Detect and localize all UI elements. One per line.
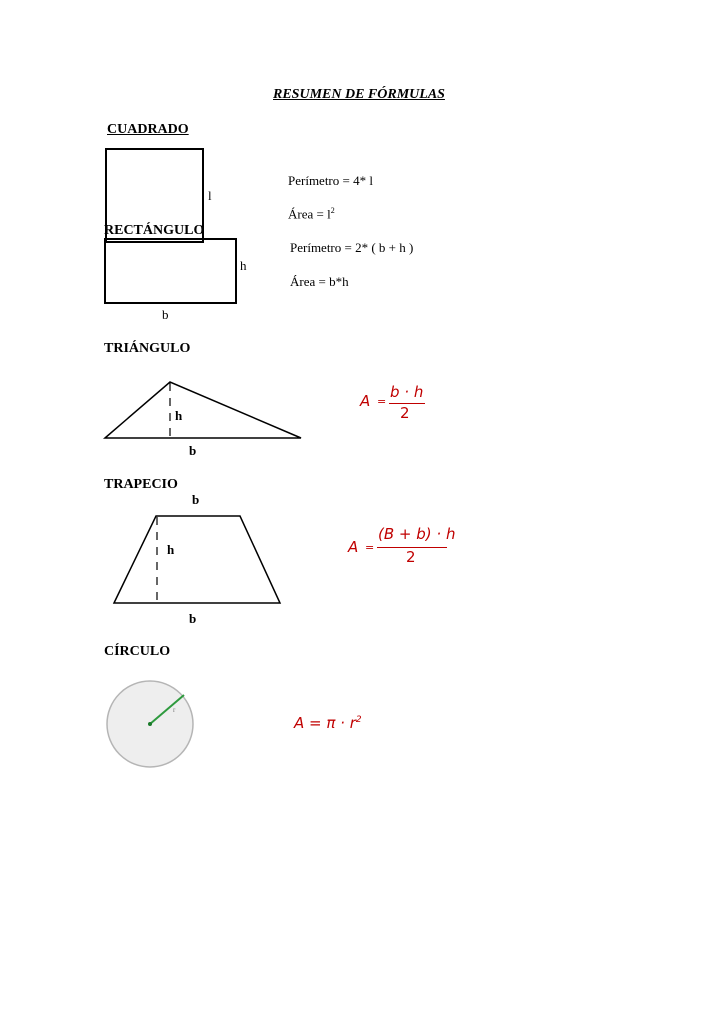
rectangle-perimeter: Perímetro = 2* ( b + h ) [290, 240, 414, 255]
trapezoid-top-label: b [192, 492, 200, 507]
triangle-formula-denominator: 2 [400, 404, 410, 422]
trapezoid-formula-paren: (B + b) [378, 525, 432, 543]
heading-trapecio: TRAPECIO [104, 477, 178, 492]
triangle-base-label: b [189, 443, 197, 458]
trapezoid-formula-eq: = [365, 541, 375, 554]
square-area [288, 206, 335, 222]
triangle-height-label: h [175, 408, 183, 423]
rectangle-base-label: b [162, 307, 169, 322]
square-area-exponent: 2 [330, 206, 335, 215]
trapezoid-formula-denominator: 2 [406, 548, 416, 566]
circle-formula [294, 714, 362, 732]
heading-rectangulo: RECTÁNGULO [104, 223, 205, 238]
triangle-shape [105, 382, 301, 438]
circle-formula-exponent: 2 [355, 715, 362, 725]
circle-radius-label: r [173, 706, 176, 714]
triangle-formula-lhs: A [360, 392, 371, 410]
square-shape [106, 149, 203, 242]
trapezoid-shape [114, 516, 280, 603]
rectangle-area: Área = b*h [290, 274, 349, 289]
trapezoid-formula-lhs: A [348, 538, 359, 556]
triangle-formula-eq: = [377, 395, 387, 408]
heading-circulo: CÍRCULO [104, 644, 171, 659]
heading-triangulo: TRIÁNGULO [104, 341, 191, 356]
trapezoid-formula-numerator [378, 525, 455, 543]
rectangle-height-label: h [240, 258, 247, 273]
trapezoid-height-label: h [167, 542, 175, 557]
page-title: RESUMEN DE FÓRMULAS [273, 87, 445, 102]
square-area-base: Área = l [288, 206, 331, 222]
circle-center-dot [148, 722, 152, 726]
circle-formula-text: A = π · r [294, 714, 356, 732]
square-side-label: l [208, 188, 212, 203]
triangle-formula-numerator: b · h [390, 383, 424, 401]
rectangle-shape [105, 239, 236, 303]
trapezoid-formula-rest: · h [436, 525, 456, 543]
square-perimeter: Perímetro = 4* l [288, 173, 373, 188]
trapezoid-base-label: b [189, 611, 197, 626]
heading-cuadrado: CUADRADO [107, 122, 189, 137]
